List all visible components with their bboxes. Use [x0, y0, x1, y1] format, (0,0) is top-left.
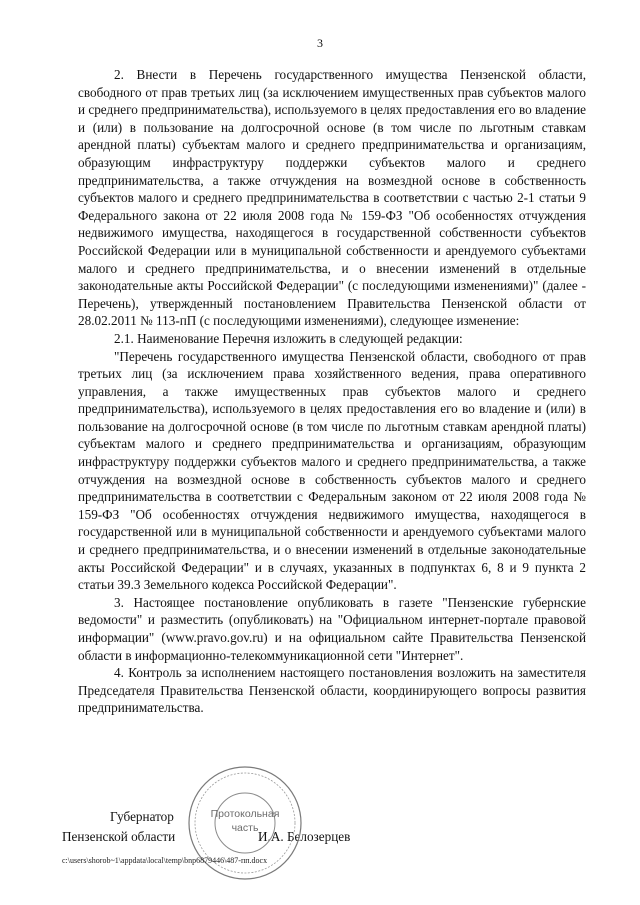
paragraph-item-4: 4. Контроль за исполнением настоящего постановления возложить на заместителя Председателя Правительства Пензенской области, координирующего вопросы развития предпринимательства.: [78, 665, 586, 716]
file-path-footer: c:\users\shorob~1\appdata\local\temp\bnp6879446\487-пп.docx: [62, 856, 268, 865]
signatory-name: И.А. Белозерцев: [258, 829, 351, 844]
paragraph-item-2-1: 2.1. Наименование Перечня изложить в следующей редакции:: [114, 330, 463, 346]
signatory-title-line2: Пензенской области: [62, 829, 176, 844]
document-body: [78, 66, 586, 717]
stamp-text-line2: часть: [231, 822, 259, 834]
page-number: 3: [317, 36, 323, 50]
paragraph-new-title: "Перечень государственного имущества Пензенской области, свободного от прав третьих лиц (за исключением права хозяйственного ведения, права оперативного управления, а также имущественных прав субъектов малого и среднего предпринимательства), используемого в целях предоставления его во владение и (или) в пользование на долгосрочной основе (в том числе по льготным ставкам арендной платы) субъектам малого и среднего предпринимательства и организациям, образующим инфраструктуру поддержки субъектов малого и среднего предпринимательства, а также отчуждения на возмездной основе в собственность субъектов малого и среднего предпринимательства в соответствии с Федеральным законом от 22 июля 2008 года № 159-ФЗ "Об особенностях отчуждения недвижимого имущества, находящегося в государственной или в муниципальной собственности и арендуемого субъектами малого и среднего предпринимательства, и о внесении изменений в отдельные законодательные акты Российской Федерации" и в случаях, указанных в подпунктах 6, 8 и 9 пункта 2 статьи 39.3 Земельного кодекса Российской Федерации".: [78, 348, 586, 593]
stamp-text-line1: Протокольная: [210, 808, 280, 820]
signatory-title-line1: Губернатор: [110, 809, 174, 824]
paragraph-item-2: 2. Внести в Перечень государственного имущества Пензенской области, свободного от прав третьих лиц (за исключением имущественных прав субъектов малого и среднего предпринимательства), используемого в целях предоставления его во владение и (или) в пользование на долгосрочной основе (в том числе по льготным ставкам арендной платы) субъектам малого и среднего предпринимательства и организациям, образующим инфраструктуру поддержки субъектов малого и среднего предпринимательства, а также отчуждения на возмездной основе в собственность субъектов малого и среднего предпринимательства в соответствии с частью 2-1 статьи 9 Федерального закона от 22 июля 2008 года № 159-ФЗ "Об особенностях отчуждения недвижимого имущества, находящегося в государственной собственности субъектов Российской Федерации или в муниципальной собственности и арендуемого субъектами малого и среднего предпринимательства, и о внесении изменений в отдельные законодательные акты Российской Федерации" (с последующими изменениями)" (далее - Перечень), утвержденный постановлением Правительства Пензенской области от 28.02.2011 № 113-пП (с последующими изменениями), следующее изменение:: [78, 67, 586, 329]
paragraph-item-3: 3. Настоящее постановление опубликовать в газете "Пензенские губернские ведомости" и разместить (опубликовать) на "Официальном интернет-портале правовой информации" (www.pravo.gov.ru) и на официальном сайте Правительства Пензенской области в информационно-телекоммуникационной сети "Интернет".: [78, 594, 586, 663]
